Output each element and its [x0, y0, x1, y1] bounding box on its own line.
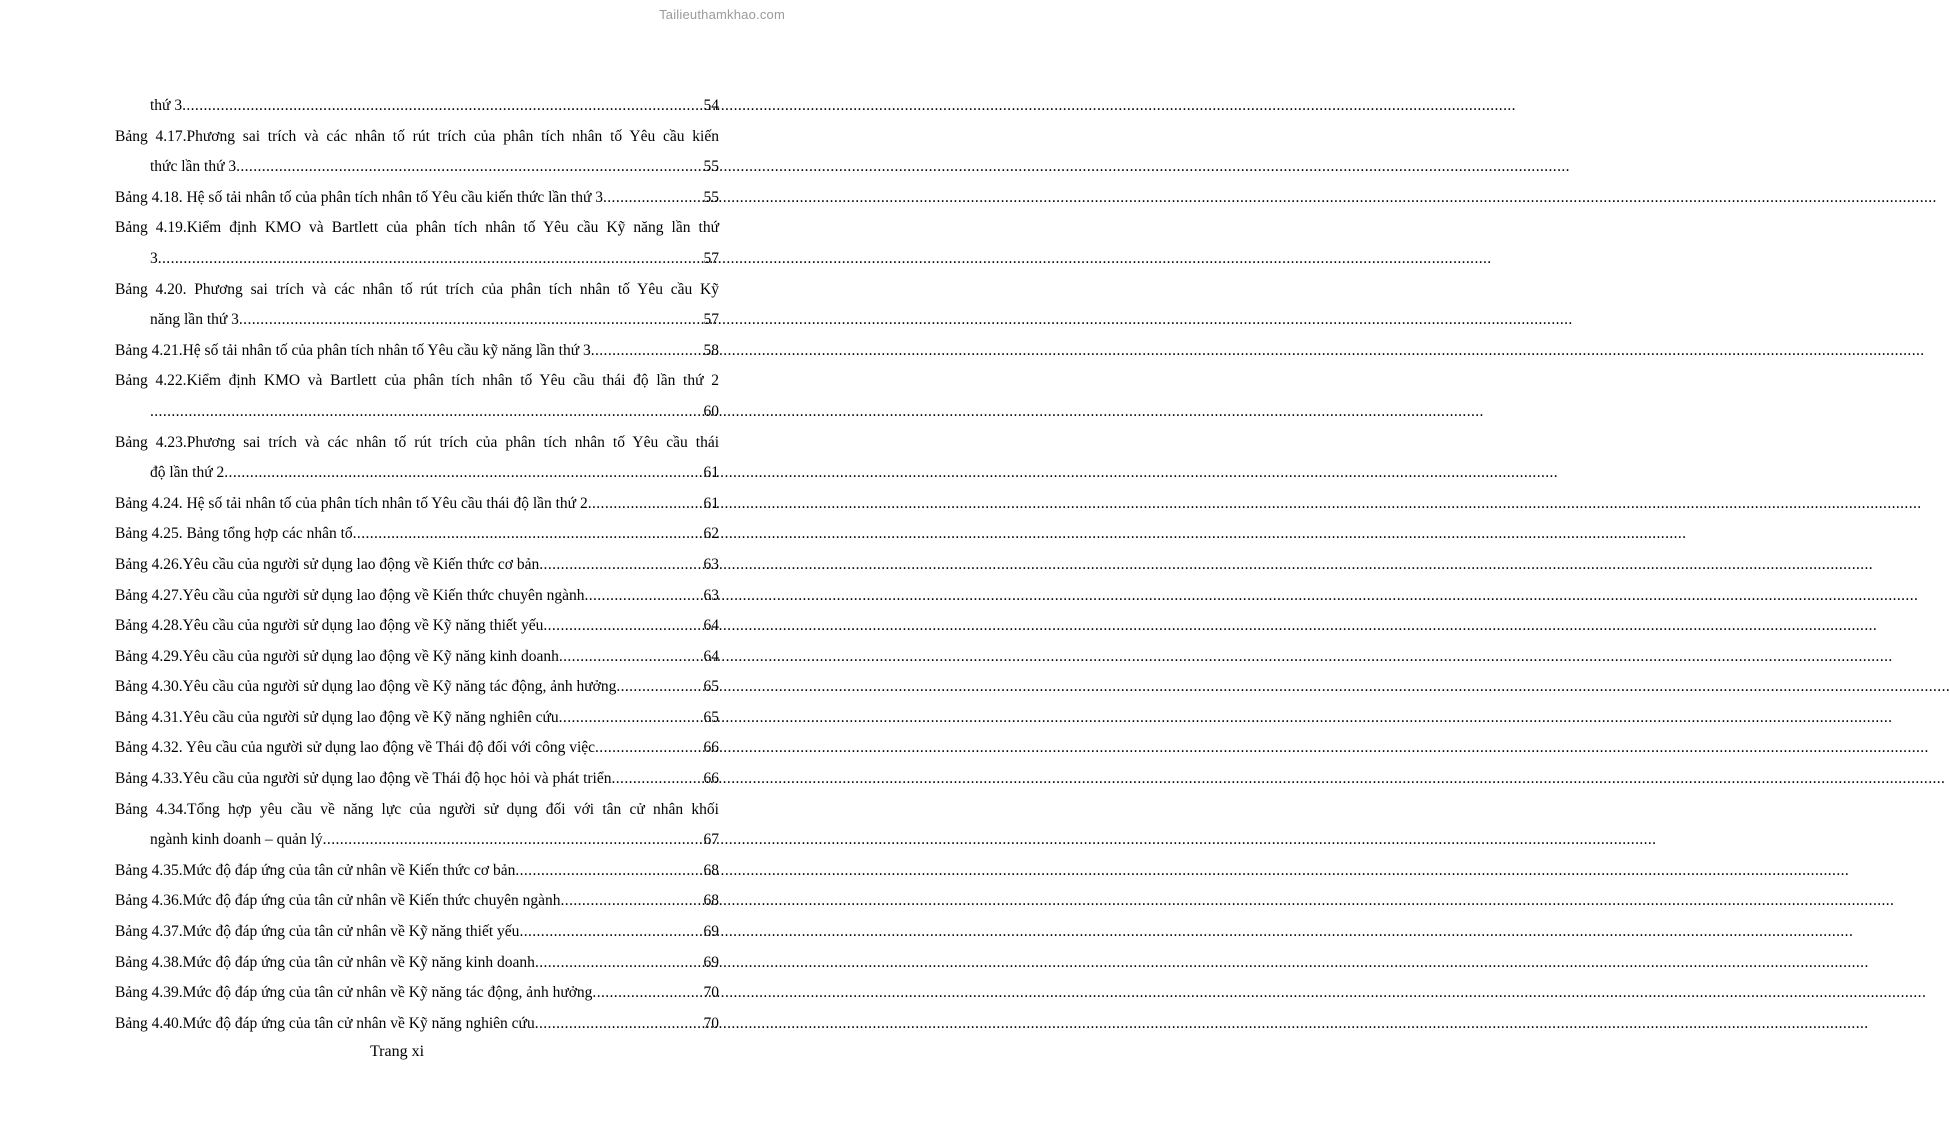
toc-page-number: 69: [703, 923, 719, 941]
toc-page-number: 55: [703, 188, 719, 206]
toc-page-number: 70: [703, 984, 719, 1002]
toc-page-number: 68: [703, 892, 719, 910]
dot-leader: [591, 336, 703, 367]
toc-entry-line: [115, 428, 719, 459]
toc-entry: [115, 550, 719, 581]
dot-leader: [592, 978, 702, 1009]
toc-entry: [115, 91, 719, 122]
dot-leader: [559, 703, 703, 734]
toc-entry: [115, 458, 719, 489]
dot-leader: [323, 825, 703, 856]
dot-leader: [595, 733, 702, 764]
toc-entry: [115, 733, 719, 764]
toc-entry-title: Bảng 4.30.Yêu cầu của người sử dụng lao động về Kỹ năng tác động, ảnh hưởng: [115, 678, 617, 696]
toc-entry-title: Bảng 4.27.Yêu cầu của người sử dụng lao động về Kiến thức chuyên ngành: [115, 586, 585, 604]
toc-entry: [115, 183, 719, 214]
toc-entry-line: [115, 275, 719, 306]
dot-leader: [561, 886, 703, 917]
dot-leader: [543, 611, 702, 642]
watermark-text: Tailieuthamkhao.com: [659, 7, 785, 22]
toc-page-number: 54: [703, 97, 719, 114]
toc-entry-title: Bảng 4.35.Mức độ đáp ứng của tân cử nhân về Kiến thức cơ bản: [115, 861, 516, 879]
toc-entry-line: [115, 366, 719, 397]
toc-entry: [115, 672, 719, 703]
toc-entry: [115, 856, 719, 887]
toc-entry: [115, 886, 719, 917]
toc-entry: [115, 244, 719, 275]
toc-entry-title: Bảng 4.20. Phương sai trích và các nhân tố rút trích của phân tích nhân tố Yêu cầu Kỹ: [115, 280, 719, 298]
toc-entry-title: 3: [150, 249, 158, 267]
toc-page-number: 55: [703, 158, 719, 176]
toc-entry: [115, 611, 719, 642]
toc-entry-title: Bảng 4.18. Hệ số tải nhân tố của phân tích nhân tố Yêu cầu kiến thức lần thứ 3: [115, 188, 603, 206]
dot-leader: [616, 672, 702, 703]
toc-entry-line: [115, 795, 719, 826]
toc-page-number: 58: [703, 341, 719, 359]
toc-entry-title: độ lần thứ 2: [150, 464, 225, 482]
toc-entry-title: Bảng 4.39.Mức độ đáp ứng của tân cử nhân về Kỹ năng tác động, ảnh hưởng: [115, 984, 593, 1002]
toc-page-number: 57: [703, 249, 719, 267]
dot-leader: [150, 397, 703, 428]
toc-entry-title: Bảng 4.21.Hệ số tải nhân tố của phân tích nhân tố Yêu cầu kỹ năng lần thứ 3: [115, 341, 591, 359]
toc-entry-title: Bảng 4.31.Yêu cầu của người sử dụng lao động về Kỹ năng nghiên cứu: [115, 708, 559, 726]
toc-entry-title: Bảng 4.29.Yêu cầu của người sử dụng lao động về Kỹ năng kinh doanh: [115, 647, 559, 665]
toc-entry-title: năng lần thứ 3: [150, 311, 239, 329]
toc-entry: [115, 825, 719, 856]
dot-leader: [539, 550, 702, 581]
toc-page-number: 65: [703, 708, 719, 726]
toc-page-number: 70: [703, 1014, 719, 1032]
toc-entry-title: Bảng 4.37.Mức độ đáp ứng của tân cử nhân về Kỹ năng thiết yếu: [115, 923, 520, 941]
toc-entry: [115, 305, 719, 336]
toc-page-number: 60: [703, 402, 719, 420]
toc-entry-title: thứ 3: [150, 97, 183, 114]
dot-leader: [158, 244, 703, 275]
dot-leader: [224, 458, 702, 489]
dot-leader: [588, 489, 703, 520]
toc-entry-line: [115, 122, 719, 153]
toc-entry: [115, 642, 719, 673]
dot-leader: [535, 1009, 703, 1040]
toc-page-number: 65: [703, 678, 719, 696]
toc-entry: [115, 397, 719, 428]
dot-leader: [236, 152, 702, 183]
toc-entry: [115, 489, 719, 520]
toc-entry-title: Bảng 4.32. Yêu cầu của người sử dụng lao động về Thái độ đối với công việc: [115, 739, 596, 757]
toc-entry-title: Bảng 4.34.Tổng hợp yêu cầu về năng lực của người sử dụng đối với tân cử nhân khối: [115, 800, 719, 818]
dot-leader: [239, 305, 703, 336]
toc-entry-title: Bảng 4.33.Yêu cầu của người sử dụng lao động về Thái độ học hỏi và phát triển: [115, 770, 612, 788]
toc-page-number: 63: [703, 555, 719, 573]
toc-entry: [115, 703, 719, 734]
toc-entry-title: Bảng 4.24. Hệ số tải nhân tố của phân tích nhân tố Yêu cầu thái độ lần thứ 2: [115, 494, 588, 512]
toc-entry: [115, 917, 719, 948]
toc-page-number: 64: [703, 617, 719, 635]
toc-entry-title: thức lần thứ 3: [150, 158, 237, 176]
toc-entry: [115, 764, 719, 795]
toc-entry: [115, 978, 719, 1009]
toc-entry-title: Bảng 4.19.Kiểm định KMO và Bartlett của phân tích nhân tố Yêu cầu Kỹ năng lần thứ: [115, 219, 719, 237]
toc-entry-title: Bảng 4.36.Mức độ đáp ứng của tân cử nhân về Kiến thức chuyên ngành: [115, 892, 561, 910]
toc-entry-line: [115, 213, 719, 244]
toc-page-number: 69: [703, 953, 719, 971]
toc-entry-title: Bảng 4.17.Phương sai trích và các nhân tố rút trích của phân tích nhân tố Yêu cầu kiến: [115, 127, 719, 145]
dot-leader: [603, 183, 703, 214]
toc-entry-title: ngành kinh doanh – quản lý: [150, 831, 323, 849]
toc-entry-title: Bảng 4.38.Mức độ đáp ứng của tân cử nhân về Kỹ năng kinh doanh: [115, 953, 535, 971]
toc-entry: [115, 336, 719, 367]
toc-entry: [115, 152, 719, 183]
dot-leader: [519, 917, 702, 948]
dot-leader: [584, 581, 702, 612]
toc-entry-title: Bảng 4.22.Kiểm định KMO và Bartlett của phân tích nhân tố Yêu cầu thái độ lần thứ 2: [115, 372, 719, 390]
toc-page-number: 68: [703, 861, 719, 879]
toc-page-number: 64: [703, 647, 719, 665]
toc-page-number: 61: [703, 494, 719, 512]
dot-leader: [559, 642, 703, 673]
dot-leader: [515, 856, 702, 887]
toc-entry-title: Bảng 4.28.Yêu cầu của người sử dụng lao động về Kỹ năng thiết yếu: [115, 617, 544, 635]
toc-entry-title: Bảng 4.26.Yêu cầu của người sử dụng lao động về Kiến thức cơ bản: [115, 555, 540, 573]
table-of-tables-list: [115, 91, 719, 1039]
toc-page-number: 67: [703, 831, 719, 849]
toc-page-number: 63: [703, 586, 719, 604]
toc-page-number: 57: [703, 311, 719, 329]
toc-page-number: 62: [703, 525, 719, 543]
toc-entry: [115, 948, 719, 979]
toc-page-number: 61: [703, 464, 719, 482]
dot-leader: [353, 519, 703, 550]
toc-page-number: 66: [703, 770, 719, 788]
dot-leader: [535, 948, 703, 979]
toc-entry: [115, 519, 719, 550]
toc-page-number: 66: [703, 739, 719, 757]
toc-entry-title: Bảng 4.25. Bảng tổng hợp các nhân tố: [115, 525, 353, 543]
dot-leader: [612, 764, 703, 795]
toc-entry: [115, 1009, 719, 1040]
page-number-footer: Trang xi: [369, 1043, 425, 1060]
dot-leader: [182, 91, 702, 122]
toc-entry-title: Bảng 4.40.Mức độ đáp ứng của tân cử nhân về Kỹ năng nghiên cứu: [115, 1014, 535, 1032]
toc-entry-title: Bảng 4.23.Phương sai trích và các nhân tố rút trích của phân tích nhân tố Yêu cầu thái: [115, 433, 719, 451]
toc-entry: [115, 581, 719, 612]
